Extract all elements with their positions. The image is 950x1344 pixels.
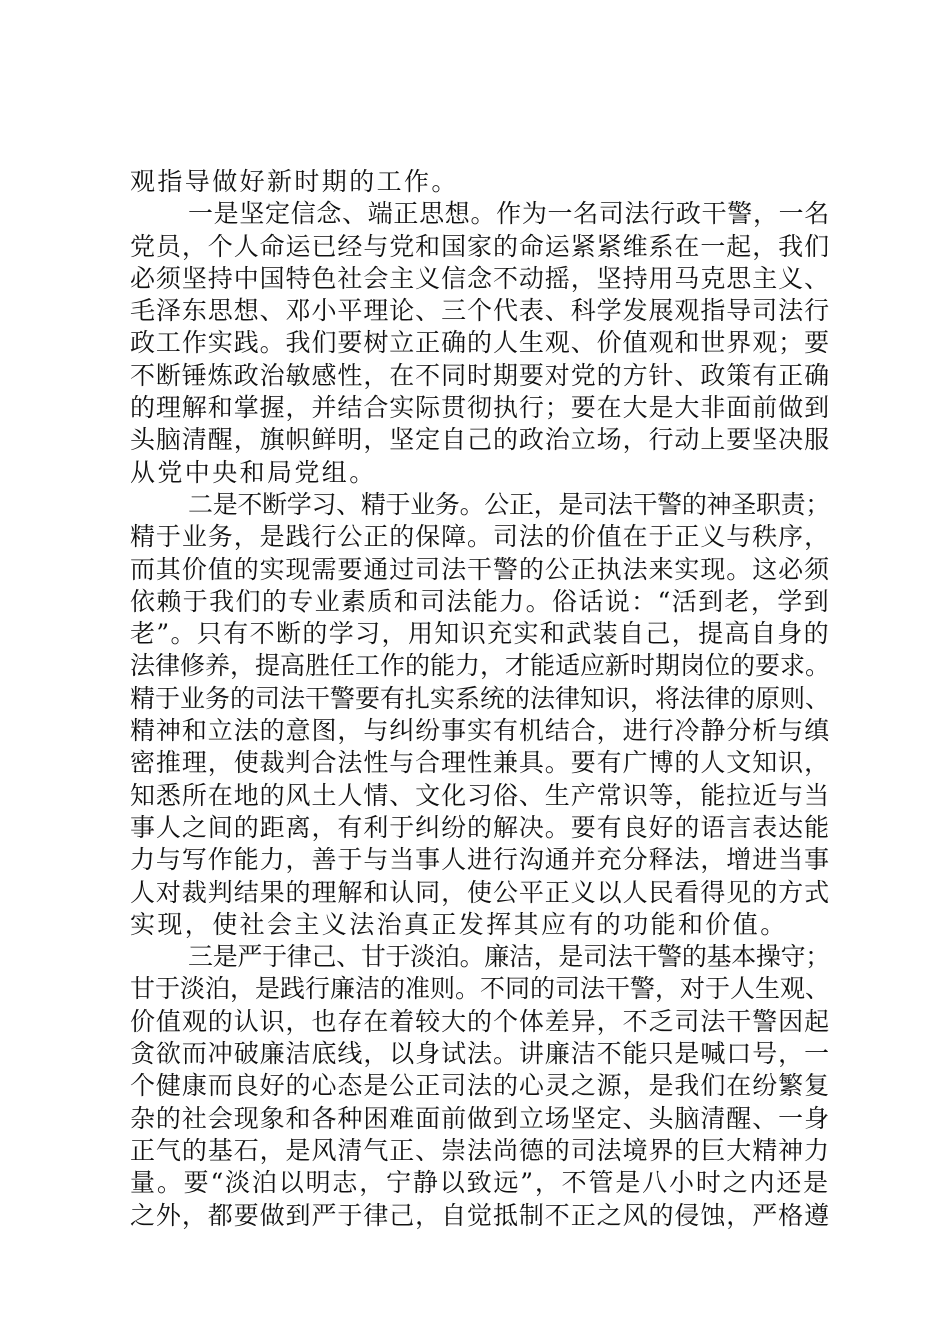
paragraph-first-line: 二是不断学习、精于业务。公正，是司法干警的神圣职责； <box>188 489 830 519</box>
text-line: 精神和立法的意图，与纠纷事实有机结合，进行冷静分析与缜 <box>130 716 830 746</box>
text-line: 个健康而良好的心态是公正司法的心灵之源，是我们在纷繁复 <box>130 1071 830 1101</box>
text-line: 老”。只有不断的学习，用知识充实和武装自己，提高自身的 <box>130 619 830 649</box>
text-line: 毛泽东思想、邓小平理论、三个代表、科学发展观指导司法行 <box>130 296 830 326</box>
text-line: 杂的社会现象和各种困难面前做到立场坚定、头脑清醒、一身 <box>130 1103 830 1133</box>
text-line: 依赖于我们的专业素质和司法能力。俗话说：“活到老，学到 <box>130 586 830 616</box>
text-line: 的理解和掌握，并结合实际贯彻执行；要在大是大非面前做到 <box>130 393 830 423</box>
text-line: 精于业务的司法干警要有扎实系统的法律知识，将法律的原则、 <box>130 683 830 713</box>
text-line: 而其价值的实现需要通过司法干警的公正执法来实现。这必须 <box>130 554 830 584</box>
text-line: 量。要“淡泊以明志，宁静以致远”，不管是八小时之内还是 <box>130 1168 830 1198</box>
text-line: 精于业务，是践行公正的保障。司法的价值在于正义与秩序， <box>130 522 830 552</box>
text-line: 法律修养，提高胜任工作的能力，才能适应新时期岗位的要求。 <box>130 651 830 681</box>
paragraph-first-line: 三是严于律己、甘于淡泊。廉洁，是司法干警的基本操守； <box>188 942 830 972</box>
text-line: 价值观的认识，也存在着较大的个体差异，不乏司法干警因起 <box>130 1006 830 1036</box>
text-line: 人对裁判结果的理解和认同，使公平正义以人民看得见的方式 <box>130 877 830 907</box>
text-line: 头脑清醒，旗帜鲜明，坚定自己的政治立场，行动上要坚决服 <box>130 425 830 455</box>
text-line: 政工作实践。我们要树立正确的人生观、价值观和世界观；要 <box>130 328 830 358</box>
text-line: 不断锤炼政治敏感性，在不同时期要对党的方针、政策有正确 <box>130 360 830 390</box>
text-line: 贪欲而冲破廉洁底线，以身试法。讲廉洁不能只是喊口号，一 <box>130 1039 830 1069</box>
text-line: 之外，都要做到严于律己，自觉抵制不正之风的侵蚀，严格遵 <box>130 1200 830 1230</box>
document-body-text <box>130 166 830 1232</box>
text-line: 党员，个人命运已经与党和国家的命运紧紧维系在一起，我们 <box>130 231 830 261</box>
text-line: 观指导做好新时期的工作。 <box>130 167 459 196</box>
text-line: 必须坚持中国特色社会主义信念不动摇，坚持用马克思主义、 <box>130 263 830 293</box>
text-line: 事人之间的距离，有利于纠纷的解决。要有良好的语言表达能 <box>130 812 830 842</box>
text-line: 密推理，使裁判合法性与合理性兼具。要有广博的人文知识， <box>130 748 830 778</box>
text-line: 正气的基石，是风清气正、崇法尚德的司法境界的巨大精神力 <box>130 1135 830 1165</box>
text-line: 实现，使社会主义法治真正发挥其应有的功能和价值。 <box>130 909 788 939</box>
paragraph-first-line: 一是坚定信念、端正思想。作为一名司法行政干警，一名 <box>188 199 830 229</box>
text-line: 从党中央和局党组。 <box>130 457 377 487</box>
text-line: 甘于淡泊，是践行廉洁的准则。不同的司法干警，对于人生观、 <box>130 974 830 1004</box>
text-line: 力与写作能力，善于与当事人进行沟通并充分释法，增进当事 <box>130 845 830 875</box>
text-line: 知悉所在地的风土人情、文化习俗、生产常识等，能拉近与当 <box>130 780 830 810</box>
